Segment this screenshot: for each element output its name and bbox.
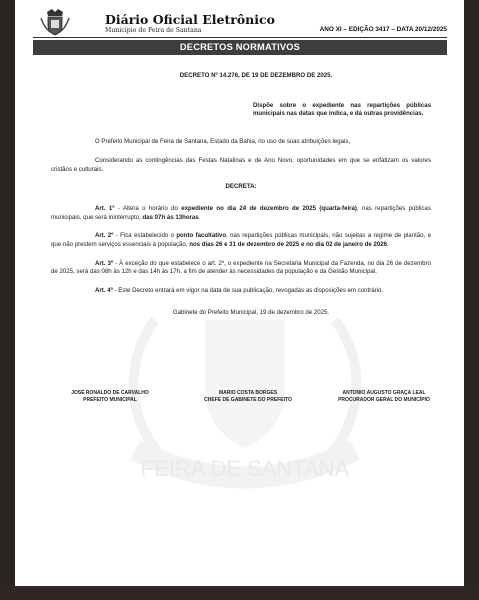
gazette-header (33, 8, 447, 36)
decree-title: DECRETO Nº 14.276, DE 19 DE DEZEMBRO DE 2025. (179, 72, 333, 79)
article-2-text: , nas repartições públicas municipais, não sujeitas a regime de plantão, e que não prestem serviços essenciais à população, (51, 232, 431, 249)
article-2 (51, 232, 431, 249)
article-1-label: Art. 1º (95, 204, 115, 212)
decree-considering: Considerando as contingências das Festas Natalinas e de Ano Novo, oportunidades em que se enfatizam os valores cristãos e culturais, (51, 156, 431, 173)
signature-chief-of-staff (189, 390, 307, 404)
article-2-label: Art. 2º (95, 232, 114, 240)
article-2-emphasis: ponto facultativo (176, 232, 227, 240)
article-3-text: - À exceção do que estabelece o art. 2º, o expediente na Secretaria Municipal da Fazenda, no dia 26 de dezembro de 2025, será das 08h às 12h e das 14h às 17h, a fim de atender às necessidades da população e da Gestão Municipal. (51, 259, 431, 276)
article-2-text: . (387, 241, 389, 249)
signature-name: JOSÉ RONALDO DE CARVALHO (71, 390, 149, 396)
article-2-emphasis: nos dias 26 e 31 de dezembro de 2025 e no dia 02 de janeiro de 2026 (189, 241, 388, 249)
article-2-text: - Fica estabelecido o (113, 232, 177, 240)
article-1-emphasis: expediente no dia 24 de dezembro de 2025 (quarta-feira) (181, 204, 357, 212)
article-3-label: Art. 3º (95, 259, 114, 267)
article-1-emphasis: das 07h às 13horas (142, 213, 199, 221)
signature-mayor (51, 390, 169, 404)
header-rule (33, 37, 447, 38)
article-4-text: - Este Decreto entrará em vigor na data de sua publicação, revogadas as disposições em contrário. (112, 287, 384, 295)
gazette-title: Diário Oficial Eletrônico (105, 12, 275, 27)
decree-preamble: O Prefeito Municipal de Feira de Santana, Estado da Bahia, no uso de suas atribuições legais, (95, 138, 351, 146)
signature-name: MARIO COSTA BORGES (218, 390, 278, 396)
signature-role: PROCURADOR GERAL DO MUNICÍPIO (338, 397, 430, 403)
signature-name: ANTONIO AUGUSTO GRAÇA LEAL (342, 390, 426, 396)
signature-role: PREFEITO MUNICIPAL (83, 397, 137, 403)
article-4-label: Art. 4º (95, 287, 113, 295)
edition-info: ANO XI – EDIÇÃO 3417 – DATA 20/12/2025 (319, 26, 447, 33)
signature-role: CHEFE DE GABINETE DO PREFEITO (204, 397, 292, 403)
decree-ementa: Dispõe sobre o expediente nas repartições públicas municipais nas datas que indica, e dá outras providências. (253, 101, 431, 118)
signature-attorney-general (323, 390, 445, 404)
article-4 (51, 287, 431, 296)
signature-block (51, 390, 441, 410)
municipal-coat-of-arms-icon (40, 8, 70, 36)
viewer-bottom-strip (0, 586, 479, 600)
section-band: DECRETOS NORMATIVOS (33, 40, 447, 55)
document-page (15, 0, 464, 586)
watermark-text: FEIRA DE SANTANA (140, 456, 350, 481)
article-1-text: , nas repartições públicas municipais, que será ininterrupto, (51, 204, 431, 221)
decree-decreta: DECRETA: (225, 183, 257, 191)
gazette-subtitle: Município de Feira de Santana (105, 27, 202, 34)
article-1-text: - Altera o horário do (114, 204, 182, 212)
article-1-text: . (198, 213, 201, 221)
decree-body (51, 72, 431, 318)
article-3 (51, 260, 431, 277)
article-1 (51, 205, 431, 222)
decree-closing: Gabinete do Prefeito Municipal, 19 de dezembro de 2025. (172, 308, 330, 316)
